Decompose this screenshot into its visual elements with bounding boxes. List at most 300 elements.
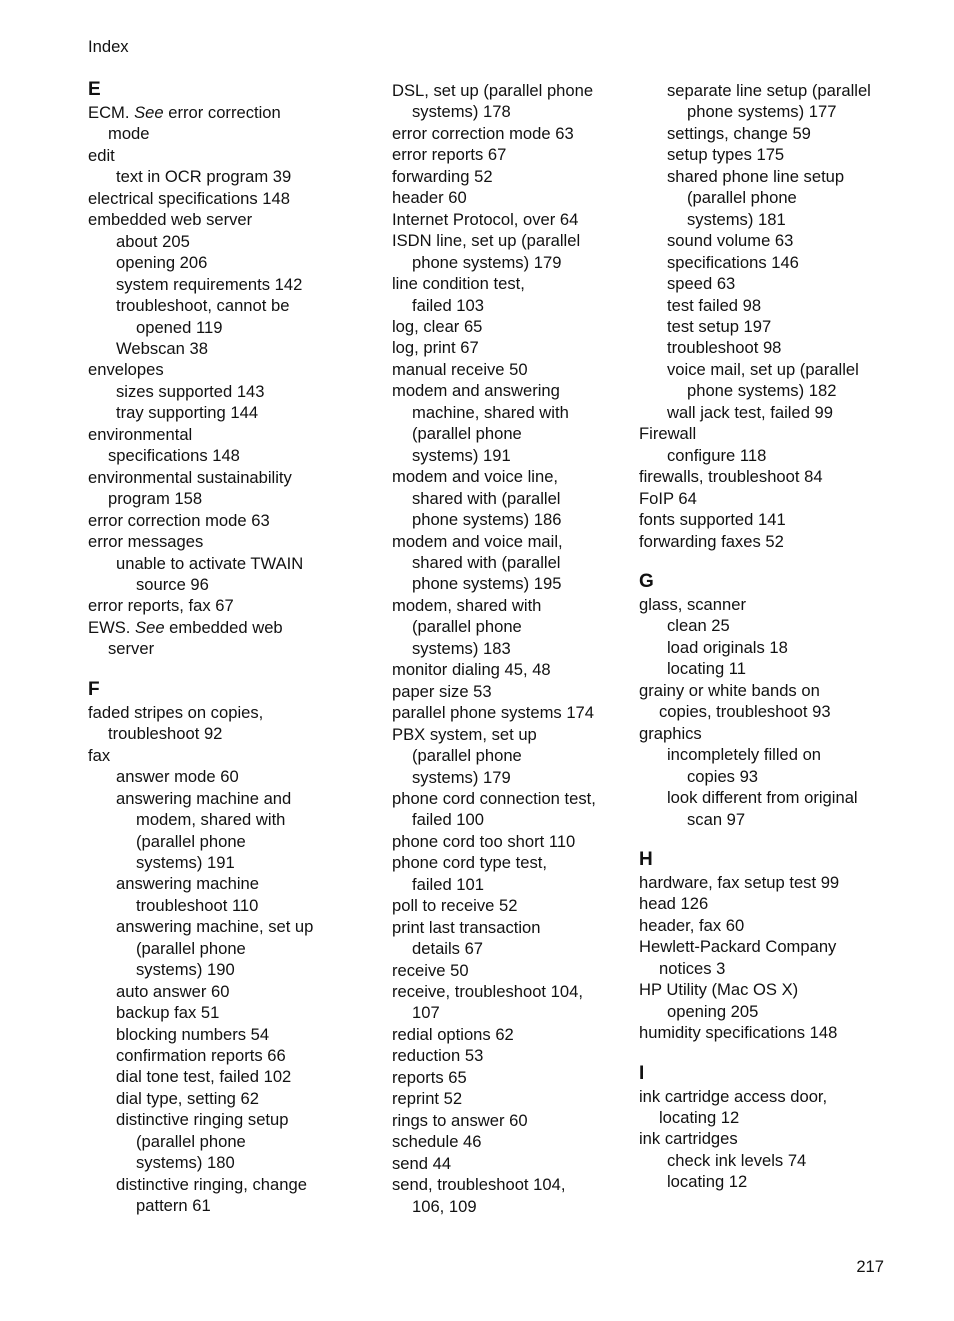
index-subentry bbox=[392, 809, 632, 830]
entry-text: HP Utility (Mac OS X) bbox=[639, 980, 799, 1000]
index-subentry bbox=[88, 895, 378, 916]
entry-text: Firewall bbox=[639, 424, 697, 444]
index-entry bbox=[88, 102, 378, 123]
entry-text: test setup 197 bbox=[667, 316, 772, 336]
entry-text: receive 50 bbox=[392, 960, 469, 980]
entry-text: troubleshoot 98 bbox=[667, 338, 782, 358]
entry-text: machine, shared with bbox=[412, 402, 569, 422]
index-subentry bbox=[639, 316, 939, 337]
index-subentry bbox=[639, 958, 939, 979]
see-target: embedded web bbox=[164, 617, 283, 637]
entry-text: systems) 181 bbox=[687, 209, 786, 229]
entry-text: phone systems) 195 bbox=[412, 574, 562, 594]
entry-text: shared phone line setup bbox=[667, 166, 845, 186]
entry-text: (parallel phone bbox=[687, 188, 797, 208]
entry-text: embedded web server bbox=[88, 210, 253, 230]
entry-text: systems) 191 bbox=[136, 852, 235, 872]
entry-text: troubleshoot, cannot be bbox=[116, 296, 290, 316]
entry-text: locating 12 bbox=[667, 1172, 748, 1192]
index-subentry bbox=[88, 1066, 378, 1087]
index-subentry bbox=[639, 273, 939, 294]
entry-text: glass, scanner bbox=[639, 594, 746, 614]
index-subentry bbox=[639, 445, 939, 466]
index-subentry bbox=[88, 809, 378, 830]
index-subentry bbox=[392, 402, 632, 423]
index-entry bbox=[392, 1110, 632, 1131]
index-entry bbox=[639, 723, 939, 744]
entry-text: shared with (parallel bbox=[412, 488, 561, 508]
index-entry bbox=[88, 359, 378, 380]
see-target: error correction bbox=[163, 103, 281, 122]
entry-text: phone systems) 177 bbox=[687, 102, 837, 122]
entry-text: troubleshoot 92 bbox=[108, 724, 223, 744]
entry-text: failed 101 bbox=[412, 874, 484, 894]
section-letter: E bbox=[88, 79, 101, 100]
entry-text: log, print 67 bbox=[392, 338, 479, 358]
index-subentry bbox=[88, 166, 378, 187]
section-letter: H bbox=[639, 848, 653, 870]
index-subentry bbox=[88, 381, 378, 402]
entry-text: load originals 18 bbox=[667, 637, 788, 657]
index-entry bbox=[392, 852, 632, 873]
entry-text: speed 63 bbox=[667, 274, 736, 294]
entry-text: (parallel phone bbox=[412, 424, 522, 444]
entry-text: confirmation reports 66 bbox=[116, 1046, 286, 1066]
entry-text: copies 93 bbox=[687, 766, 759, 786]
index-entry bbox=[392, 273, 632, 294]
entry-text: electrical specifications 148 bbox=[88, 188, 290, 208]
index-subentry bbox=[639, 787, 939, 808]
entry-text: setup types 175 bbox=[667, 145, 785, 165]
index-subentry bbox=[88, 252, 378, 273]
index-column-2 bbox=[392, 80, 632, 1217]
index-subentry bbox=[639, 380, 939, 401]
section-gap bbox=[639, 1044, 939, 1064]
index-column-1 bbox=[88, 80, 378, 1217]
entry-text: 107 bbox=[412, 1003, 440, 1023]
index-entry bbox=[392, 1088, 632, 1109]
entry-text: (parallel phone bbox=[136, 938, 246, 958]
entry-text: shared with (parallel bbox=[412, 552, 561, 572]
entry-text: program 158 bbox=[108, 489, 203, 509]
entry-text: manual receive 50 bbox=[392, 359, 528, 379]
entry-text: header, fax 60 bbox=[639, 915, 745, 935]
section-letter: F bbox=[88, 678, 100, 700]
entry-text: source 96 bbox=[136, 574, 209, 594]
entry-text: opened 119 bbox=[136, 317, 223, 337]
index-subentry bbox=[392, 638, 632, 659]
index-subentry bbox=[88, 445, 378, 466]
entry-text: answering machine bbox=[116, 874, 259, 894]
index-subentry bbox=[639, 101, 939, 122]
entry-text: phone systems) 179 bbox=[412, 252, 562, 272]
entry-text: configure 118 bbox=[667, 445, 767, 465]
entry-text: systems) 179 bbox=[412, 767, 511, 787]
entry-text: incompletely filled on bbox=[667, 745, 822, 765]
index-subentry bbox=[392, 445, 632, 466]
entry-text: send 44 bbox=[392, 1153, 452, 1173]
entry-text: wall jack test, failed 99 bbox=[667, 402, 834, 422]
index-subentry bbox=[639, 615, 939, 636]
index-entry bbox=[392, 681, 632, 702]
index-subentry bbox=[88, 1152, 378, 1173]
entry-text: mode bbox=[108, 124, 150, 144]
index-entry bbox=[639, 531, 939, 552]
index-subentry bbox=[639, 230, 939, 251]
index-subentry bbox=[88, 1002, 378, 1023]
index-subentry bbox=[639, 701, 939, 722]
entry-text: sound volume 63 bbox=[667, 231, 794, 251]
section-gap bbox=[88, 660, 378, 680]
index-subentry bbox=[88, 873, 378, 894]
index-entry bbox=[392, 1131, 632, 1152]
index-entry bbox=[392, 380, 632, 401]
index-entry bbox=[88, 531, 378, 552]
index-subentry bbox=[639, 80, 939, 101]
entry-text: test failed 98 bbox=[667, 295, 762, 315]
index-subentry bbox=[88, 1195, 378, 1216]
entry-text: phone cord type test, bbox=[392, 853, 547, 873]
index-subentry bbox=[639, 359, 939, 380]
running-header: Index bbox=[88, 37, 129, 56]
entry-text: system requirements 142 bbox=[116, 274, 303, 294]
page-number: 217 bbox=[856, 1257, 884, 1276]
entry-text: send, troubleshoot 104, bbox=[392, 1175, 566, 1195]
entry-text: DSL, set up (parallel phone bbox=[392, 81, 594, 100]
index-entry bbox=[392, 80, 632, 101]
entry-text: unable to activate TWAIN bbox=[116, 553, 304, 573]
index-subentry bbox=[88, 338, 378, 359]
index-entry bbox=[639, 466, 939, 487]
index-entry bbox=[639, 915, 939, 936]
entry-text: (parallel phone bbox=[136, 831, 246, 851]
index-subentry bbox=[88, 1024, 378, 1045]
entry-text: clean 25 bbox=[667, 616, 730, 636]
entry-text: FoIP 64 bbox=[639, 488, 697, 508]
entry-text: log, clear 65 bbox=[392, 316, 483, 336]
entry-text: line condition test, bbox=[392, 274, 525, 294]
index-entry bbox=[392, 316, 632, 337]
entry-text: voice mail, set up (parallel bbox=[667, 359, 859, 379]
entry-text: answering machine and bbox=[116, 788, 292, 808]
entry-text: systems) 191 bbox=[412, 445, 511, 465]
entry-text: distinctive ringing, change bbox=[116, 1174, 307, 1194]
entry-text: environmental bbox=[88, 424, 193, 444]
index-subentry bbox=[639, 252, 939, 273]
entry-text: (parallel phone bbox=[136, 1131, 246, 1151]
entry-text: server bbox=[108, 639, 155, 659]
entry-text: locating 12 bbox=[659, 1108, 740, 1128]
entry-text: look different from original bbox=[667, 788, 858, 808]
entry-text: answer mode 60 bbox=[116, 767, 239, 787]
entry-text: humidity specifications 148 bbox=[639, 1023, 838, 1043]
entry-text: header 60 bbox=[392, 188, 467, 208]
index-entry bbox=[392, 1045, 632, 1066]
entry-text: scan 97 bbox=[687, 809, 746, 829]
index-entry bbox=[392, 1024, 632, 1045]
index-entry bbox=[639, 936, 939, 957]
index-entry bbox=[639, 1022, 939, 1043]
entry-text: backup fax 51 bbox=[116, 1003, 220, 1023]
entry-text: sizes supported 143 bbox=[116, 381, 265, 401]
index-subentry bbox=[88, 916, 378, 937]
index-subentry bbox=[88, 831, 378, 852]
index-entry bbox=[392, 123, 632, 144]
index-subentry bbox=[88, 574, 378, 595]
index-subentry bbox=[88, 981, 378, 1002]
entry-text: Internet Protocol, over 64 bbox=[392, 209, 579, 229]
index-entry bbox=[392, 917, 632, 938]
index-subentry bbox=[88, 852, 378, 873]
entry-text: tray supporting 144 bbox=[116, 403, 259, 423]
entry-text: Webscan 38 bbox=[116, 338, 208, 358]
index-subentry bbox=[639, 187, 939, 208]
index-subentry bbox=[392, 552, 632, 573]
index-entry bbox=[392, 724, 632, 745]
index-subentry bbox=[639, 658, 939, 679]
entry-text: error correction mode 63 bbox=[88, 510, 270, 530]
entry-text: error reports, fax 67 bbox=[88, 596, 234, 616]
index-entry bbox=[392, 895, 632, 916]
entry-text: grainy or white bands on bbox=[639, 680, 820, 700]
entry-text: modem and voice mail, bbox=[392, 531, 563, 551]
entry-text: dial type, setting 62 bbox=[116, 1088, 259, 1108]
index-subentry bbox=[639, 1001, 939, 1022]
entry-text: details 67 bbox=[412, 939, 484, 959]
index-subentry bbox=[88, 1109, 378, 1130]
index-entry bbox=[392, 187, 632, 208]
index-entry bbox=[392, 466, 632, 487]
index-subentry bbox=[88, 788, 378, 809]
index-subentry bbox=[88, 638, 378, 659]
entry-text: settings, change 59 bbox=[667, 123, 811, 143]
index-subentry bbox=[88, 1045, 378, 1066]
entry-text: text in OCR program 39 bbox=[116, 167, 292, 187]
index-entry bbox=[88, 145, 378, 166]
entry-text: opening 206 bbox=[116, 253, 208, 273]
index-subentry bbox=[392, 616, 632, 637]
index-subentry bbox=[639, 1171, 939, 1192]
index-subentry bbox=[392, 509, 632, 530]
index-entry bbox=[88, 467, 378, 488]
entry-text: schedule 46 bbox=[392, 1132, 482, 1152]
entry-text: ISDN line, set up (parallel bbox=[392, 231, 581, 251]
entry-text: specifications 148 bbox=[108, 446, 240, 466]
entry-text: graphics bbox=[639, 723, 702, 743]
index-subentry bbox=[88, 123, 378, 144]
entry-text: poll to receive 52 bbox=[392, 896, 518, 916]
entry-text: (parallel phone bbox=[412, 617, 522, 637]
index-subentry bbox=[392, 295, 632, 316]
entry-text: forwarding 52 bbox=[392, 166, 493, 186]
entry-text: about 205 bbox=[116, 231, 190, 251]
index-subentry bbox=[392, 423, 632, 444]
index-subentry bbox=[88, 231, 378, 252]
section-gap bbox=[639, 830, 939, 850]
entry-text: phone cord too short 110 bbox=[392, 831, 576, 851]
entry-text: fax bbox=[88, 745, 111, 765]
index-subentry bbox=[392, 252, 632, 273]
index-entry bbox=[392, 595, 632, 616]
entry-text: separate line setup (parallel bbox=[667, 81, 871, 100]
index-entry bbox=[88, 617, 378, 638]
index-entry bbox=[392, 702, 632, 723]
entry-text: redial options 62 bbox=[392, 1024, 514, 1044]
index-entry bbox=[392, 1067, 632, 1088]
index-subentry bbox=[88, 723, 378, 744]
index-entry bbox=[392, 1153, 632, 1174]
index-entry bbox=[392, 337, 632, 358]
index-subentry bbox=[88, 295, 378, 316]
entry-text: auto answer 60 bbox=[116, 981, 230, 1001]
entry-text: reprint 52 bbox=[392, 1089, 463, 1109]
index-entry bbox=[88, 209, 378, 230]
entry-text: hardware, fax setup test 99 bbox=[639, 872, 840, 892]
index-subentry bbox=[392, 101, 632, 122]
index-entry bbox=[88, 424, 378, 445]
index-entry bbox=[392, 531, 632, 552]
entry-text: (parallel phone bbox=[412, 746, 522, 766]
entry-text: phone systems) 186 bbox=[412, 510, 562, 530]
entry-text: PBX system, set up bbox=[392, 724, 537, 744]
entry-text: phone systems) 182 bbox=[687, 381, 837, 401]
entry-text: paper size 53 bbox=[392, 681, 492, 701]
entry-text: ECM. bbox=[88, 103, 135, 122]
index-subentry bbox=[88, 402, 378, 423]
entry-text: phone cord connection test, bbox=[392, 788, 596, 808]
entry-text: error reports 67 bbox=[392, 145, 507, 165]
index-subentry bbox=[639, 144, 939, 165]
entry-text: EWS. bbox=[88, 617, 136, 637]
index-entry bbox=[639, 488, 939, 509]
index-subentry bbox=[88, 1088, 378, 1109]
index-entry bbox=[639, 509, 939, 530]
entry-text: reduction 53 bbox=[392, 1046, 484, 1066]
entry-text: dial tone test, failed 102 bbox=[116, 1067, 292, 1087]
entry-text: ink cartridges bbox=[639, 1129, 738, 1149]
index-subentry bbox=[392, 573, 632, 594]
entry-text: firewalls, troubleshoot 84 bbox=[639, 467, 823, 487]
entry-text: modem and answering bbox=[392, 381, 560, 401]
entry-text: edit bbox=[88, 145, 115, 165]
entry-text: Hewlett-Packard Company bbox=[639, 937, 837, 957]
index-subentry bbox=[392, 745, 632, 766]
index-entry bbox=[392, 166, 632, 187]
entry-text: modem, shared with bbox=[392, 595, 542, 615]
entry-text: systems) 178 bbox=[412, 102, 511, 122]
index-entry bbox=[639, 1128, 939, 1149]
index-subentry bbox=[392, 1002, 632, 1023]
index-entry bbox=[639, 594, 939, 615]
entry-text: environmental sustainability bbox=[88, 467, 292, 487]
index-entry bbox=[639, 872, 939, 893]
entry-text: pattern 61 bbox=[136, 1196, 211, 1216]
index-entry bbox=[392, 960, 632, 981]
index-subentry bbox=[639, 123, 939, 144]
index-subentry bbox=[88, 1131, 378, 1152]
entry-text: receive, troubleshoot 104, bbox=[392, 982, 583, 1002]
entry-text: reports 65 bbox=[392, 1067, 467, 1087]
entry-text: monitor dialing 45, 48 bbox=[392, 660, 551, 680]
index-subentry bbox=[88, 488, 378, 509]
entry-text: notices 3 bbox=[659, 958, 726, 978]
entry-text: print last transaction bbox=[392, 917, 541, 937]
index-entry bbox=[639, 1086, 939, 1107]
index-entry bbox=[88, 188, 378, 209]
entry-text: rings to answer 60 bbox=[392, 1110, 528, 1130]
index-subentry bbox=[639, 744, 939, 765]
entry-text: opening 205 bbox=[667, 1001, 759, 1021]
index-subentry bbox=[639, 209, 939, 230]
entry-text: faded stripes on copies, bbox=[88, 702, 264, 722]
index-entry bbox=[639, 979, 939, 1000]
entry-text: fonts supported 141 bbox=[639, 510, 786, 530]
index-entry bbox=[88, 595, 378, 616]
index-subentry bbox=[392, 488, 632, 509]
index-subentry bbox=[639, 637, 939, 658]
index-entry bbox=[392, 831, 632, 852]
entry-text: error correction mode 63 bbox=[392, 123, 574, 143]
entry-text: forwarding faxes 52 bbox=[639, 531, 784, 551]
entry-text: systems) 180 bbox=[136, 1153, 235, 1173]
entry-text: error messages bbox=[88, 532, 204, 552]
index-subentry bbox=[639, 166, 939, 187]
index-subentry bbox=[88, 1174, 378, 1195]
index-entry bbox=[639, 680, 939, 701]
index-entry bbox=[88, 745, 378, 766]
entry-text: parallel phone systems 174 bbox=[392, 703, 595, 723]
entry-text: modem and voice line, bbox=[392, 467, 559, 487]
index-entry bbox=[392, 788, 632, 809]
index-entry bbox=[392, 1174, 632, 1195]
section-gap bbox=[639, 552, 939, 572]
entry-text: distinctive ringing setup bbox=[116, 1110, 289, 1130]
index-entry bbox=[639, 423, 939, 444]
index-subentry bbox=[392, 874, 632, 895]
index-entry bbox=[392, 359, 632, 380]
entry-text: head 126 bbox=[639, 894, 709, 914]
index-subentry bbox=[88, 938, 378, 959]
entry-text: failed 103 bbox=[412, 295, 484, 315]
see-reference: See bbox=[135, 617, 165, 637]
index-subentry bbox=[392, 767, 632, 788]
index-subentry bbox=[392, 938, 632, 959]
index-subentry bbox=[639, 337, 939, 358]
index-entry bbox=[639, 893, 939, 914]
entry-text: check ink levels 74 bbox=[667, 1150, 807, 1170]
index-entry bbox=[88, 510, 378, 531]
entry-text: answering machine, set up bbox=[116, 917, 314, 937]
index-subentry bbox=[88, 317, 378, 338]
section-letter: G bbox=[639, 570, 654, 592]
index-entry bbox=[392, 659, 632, 680]
index-subentry bbox=[88, 959, 378, 980]
index-subentry bbox=[639, 766, 939, 787]
entry-text: systems) 190 bbox=[136, 960, 235, 980]
entry-text: failed 100 bbox=[412, 810, 484, 830]
index-subentry bbox=[639, 809, 939, 830]
index-subentry bbox=[639, 295, 939, 316]
section-letter: I bbox=[639, 1062, 645, 1084]
index-subentry bbox=[88, 766, 378, 787]
index-entry bbox=[392, 230, 632, 251]
index-subentry bbox=[392, 1196, 632, 1217]
entry-text: specifications 146 bbox=[667, 252, 799, 272]
index-subentry bbox=[88, 553, 378, 574]
entry-text: ink cartridge access door, bbox=[639, 1086, 828, 1106]
index-entry bbox=[88, 702, 378, 723]
index-entry bbox=[392, 144, 632, 165]
